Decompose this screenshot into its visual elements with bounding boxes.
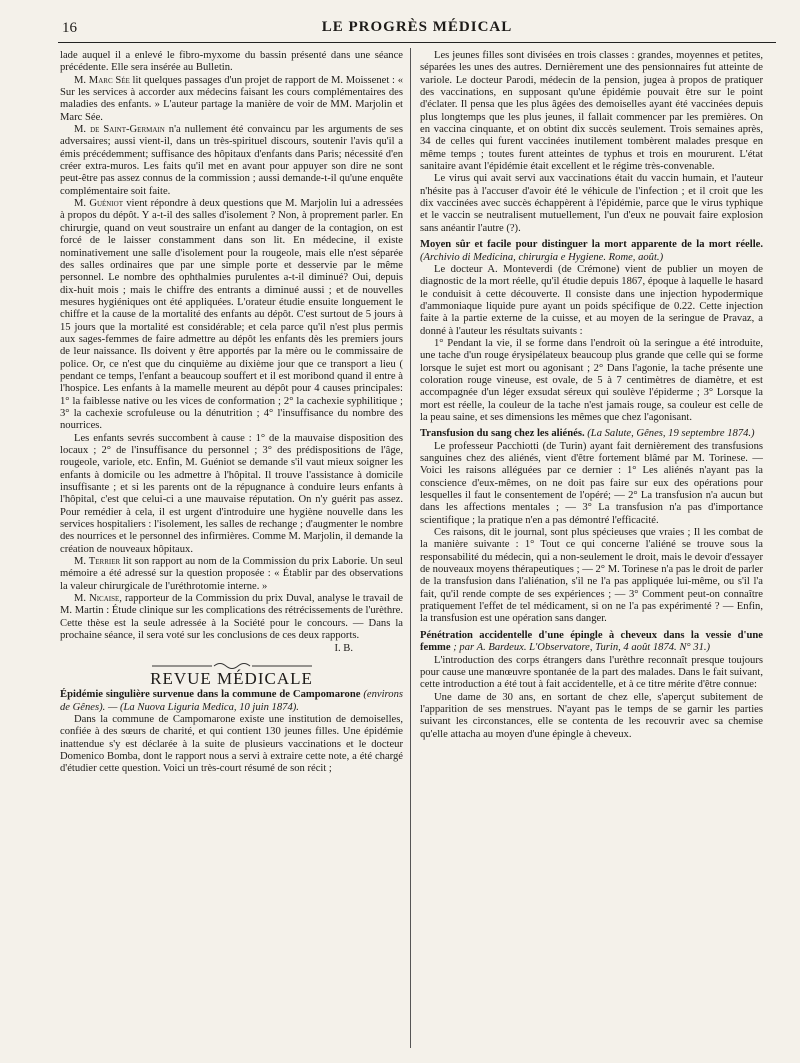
paragraph: Une dame de 30 ans, en sortant de chez elle, s'aperçut subitement de l'apparition de ses menstrues. N'ayant pas le temps de se garnir les parties suivant les circonstances, elle se contenta de les recouvrir avec sa chemise qu'elle attacha au moyen d'une épingle à cheveux.	[420, 691, 763, 740]
paragraph: Le virus qui avait servi aux vaccinations était du vaccin humain, et l'auteur n'hésite pas à l'accuser d'avoir été le véhicule de l'infection ; et il croit que les dix vaccinées avec succès échappèrent à l'épidémie, parce que le virus typhique et le vaccin se neutralisent mutuellement, l'un d'eux ne pouvait faire explosion sans anéantir l'autre (?).	[420, 173, 763, 234]
speaker-name: de Saint-Germain	[90, 124, 165, 136]
speaker-name: Nicaise	[89, 593, 120, 605]
right-column	[420, 50, 763, 1058]
speaker-name: Marc Sée	[88, 74, 130, 86]
article-heading	[420, 428, 763, 440]
left-column	[60, 50, 403, 1058]
paragraph: M. Terrier lit son rapport au nom de la Commission du prix Laborie. Un seul mémoire a été adressé sur la question proposée : « Établir par des observations la valeur chirurgicale de l'uréthrotomie interne. »	[60, 556, 403, 592]
speaker-name: Guéniot	[89, 198, 124, 210]
article-heading	[420, 239, 763, 264]
paragraph: lade auquel il a enlevé le fibro-myxome du bassin présenté dans une séance précédente. Elle sera insérée au Bulletin.	[60, 50, 403, 74]
paragraph: Le docteur A. Monteverdi (de Crémone) vient de publier un moyen de diagnostic de la mort réelle, qu'il étudie depuis 1867, époque à laquelle le hasard le conduisit à cette découverte. Il consiste dans une injection hypodermique d'ammoniaque liquide pure ayant un poids spécifique de 0.22. Cette injection faite à la partie externe de la cuisse, et au moyen de la seringue de Pravaz, a donné à l'auteur les résultats suivants :	[420, 263, 763, 337]
signature: I. B.	[334, 642, 353, 654]
speaker-name: Terrier	[88, 556, 121, 568]
paragraph: Les enfants sevrés succombent à cause : 1° de la mauvaise disposition des locaux ; 2° de l'insuffisance du personnel ; 3° des prédispositions de l'âge, rougeole, variole, etc. Enfin, M. Guéniot se demande s'il vaut mieux soigner les enfants à domicile ou les admettre à l'hôpital. Il trouve l'assistance à domicile insuffisante ; et si les parents ont de la répugnance à conduire leurs enfants à l'hôpital, c'est que celui-ci a une mauvaise réputation. On n'y guérit pas assez. Pour remédier à cela, il est urgent d'introduire une hygiène nouvelle dans les services hospitaliers : l'isolement, les salles de rechange ; d'augmenter le nombre des nourrices et le personnel des infirmières. Comme M. Marjolin, il demande la création de nouveaux hôpitaux.	[60, 432, 403, 555]
paragraph: 1° Pendant la vie, il se forme dans l'endroit où la seringue a été introduite, une tache d'un rouge érysipélateux beaucoup plus grande que celle qui se forme lorsque le sujet est mort ou agonisant ; 2° Dans l'agonie, la tache présente une coloration rouge vineuse, est ovale, de 5 à 7 centimètres de diamètre, et est accompagnée d'un léger exsudat séreux qui soulève l'épiderme ; 3° Lorsque la mort est réelle, la couleur de la tache n'est jamais rouge, sa couleur est celle de la peau saine, et ses dimensions les mêmes que chez l'agonisant.	[420, 337, 763, 423]
article-title: Transfusion du sang chez les aliénés.	[420, 428, 585, 440]
article-heading	[420, 630, 763, 655]
article-reference: ; par A. Bardeux. L'Observatore, Turin, 4 août 1874. N° 31.)	[450, 642, 711, 654]
section-title: REVUE MÉDICALE	[150, 668, 313, 688]
paragraph: M. Guéniot vient répondre à deux questions que M. Marjolin lui a adressées à propos du dépôt. Y a-t-il des salles d'isolement ? Non, à proprement parler. En chirurgie, quand on veut soustraire un enfant au danger de la contagion, on est forcé de le laisser constamment dans son lit. En médecine, il existe nominativement une salle d'isolement pour la rougeole, mais elle n'est séparée des salles ordinaires que par une simple porte et desservie par le même personnel. Le nombre des ophthalmies purulentes a-t-il diminué? Oui, depuis dix-huit mois ; mais le chiffre des entrants a diminué aussi ; et de nouvelles mesures hygiéniques ont été appliquées. L'orateur étudie ensuite longuement le chiffre et la cause de la mortalité des enfants au dépôt. C'est surtout de 5 jours à 15 jours que la mortalité est considérable; et cela parce qu'il n'est plus permis aux sages-femmes de faire admettre au dépôt les enfants dès les premiers jours de leur naissance. Ils doivent y être apportés par la mère ou le commissaire de police. Or, ce n'est que du cinquième au dixième jour que ce transport a lieu ( pendant ce temps, l'enfant a beaucoup souffert et il est moribond quand il entre à l'hospice. Les enfants à la mamelle meurent au dépôt pour 4 causes principales: 1° la faiblesse native ou les vices de conformation ; 2° la cachexie syphilitique ; 3° la cachexie scrofuleuse ou la dénutrition ; 4° l'insuffisance du nombre des nourrices.	[60, 198, 403, 432]
article-title: Épidémie singulière survenue dans la commune de Campomarone	[60, 689, 361, 701]
page-header	[58, 18, 776, 43]
paragraph: Les jeunes filles sont divisées en trois classes : grandes, moyennes et petites, séparées les unes des autres. Dernièrement une des pensionnaires fut atteinte de variole. Le docteur Parodi, médecin de la pension, jugea à propos de pratiquer des vaccinations, en supposant qu'une épidémie pouvait être sur le point d'éclater. Il pensa que les plus âgées des demoiselles ayant été vaccinées depuis plus longtemps que les plus jeunes, il fallait commencer par les premières. On en vaccina cinquante, et on obtint dix succès seulement. Trois semaines après, 34 de celles qui furent vaccinées inutilement tombèrent malades presque en même temps ; toutes furent atteintes de typhus et trois en moururent. L'état sanitaire avant l'épidémie était excellent et le régime très-convenable.	[420, 50, 763, 173]
page-number: 16	[62, 20, 77, 36]
article-title: Moyen sûr et facile pour distinguer la mort apparente de la mort réelle.	[420, 239, 763, 251]
article-reference: (environs de Gênes). — (La Nuova Liguria Medica, 10 juin 1874).	[60, 689, 403, 713]
article-reference: (Archivio di Medicina, chirurgia e Hygiene. Rome, août.)	[420, 251, 664, 263]
paragraph: M. Nicaise, rapporteur de la Commission du prix Duval, analyse le travail de M. Martin : Étude clinique sur les complications des rétrécissements de l'urèthre. Cette thèse est la seule adressée à la Société pour le concours. — Dans la prochaine séance, il sera voté sur les conclusions de ces deux rapports.	[60, 593, 403, 642]
paragraph: M. de Saint-Germain n'a nullement été convaincu par les arguments de ses adversaires; aussi vient-il, dans un très-spirituel discours, soutenir l'avis qu'il a émis précédemment; suffisance des hôpitaux d'enfants dans Paris; nécessité d'en créer extra-muros. Les faits qu'il met en avant pour appuyer son dire ne sont peut-être pas assez connus de la commission ; aussi demande-t-il qu'une enquête complémentaire soit faite.	[60, 124, 403, 197]
paragraph: M. Marc Sée lit quelques passages d'un projet de rapport de M. Moissenet : « Sur les services à accorder aux médecins faisant les cours complémentaires des maladies des enfants. » L'auteur partage la manière de voir de MM. Marjolin et Marc Sée.	[60, 74, 403, 123]
column-divider	[410, 48, 411, 1048]
paragraph: Dans la commune de Campomarone existe une institution de demoiselles, confiée à des sœurs de charité, et qui contient 130 jeunes filles. Une épidémie inattendue s'y est déclarée à la suite de plusieurs vaccinations et le docteur Domenico Bomba, dont le rapport nous a servi à extraire cette note, a été chargé d'étudier cette question. Voici un très-court résumé de son récit ;	[60, 713, 403, 775]
paragraph: L'introduction des corps étrangers dans l'urèthre reconnaît presque toujours pour cause une manœuvre spontanée de la part des malades. Dans le fait suivant, cette introduction a été tout à fait accidentelle, et à ce titre mérite d'être connue:	[420, 654, 763, 691]
paragraph: Ces raisons, dit le journal, sont plus spécieuses que vraies ; Il les combat de la manière suivante : 1° Tout ce qui concerne l'aliéné se trouve sous la responsabilité du médecin, qui a non-seulement le droit, mais le devoir d'essayer de nouveaux moyens thérapeutiques ; — 2° M. Torinese n'a pas le droit de parler de la transfusion dans l'aliénation, s'il ne l'a pas appliquée lui-même, ou s'il l'a fait, qu'il rende compte de ses expériences ; — 3° Comment peut-on connaître pratiquement l'effet de tel médicament, si on ne l'a pas expérimenté ? — Enfin, la transfusion est une opération sans danger.	[420, 527, 763, 625]
article-heading	[60, 689, 403, 714]
article-reference: (La Salute, Gênes, 19 septembre 1874.)	[584, 428, 755, 440]
running-title: LE PROGRÈS MÉDICAL	[321, 19, 513, 35]
article-title: Pénétration accidentelle d'une épingle à cheveux dans la vessie d'une femme	[420, 629, 763, 654]
paragraph: Le professeur Pacchiotti (de Turin) ayant fait dernièrement des transfusions sanguines chez des aliénés, vient d'être fortement blâmé par M. Torinese. — Voici les raisons alléguées par ce dernier : 1° Les aliénés n'ayant pas la conscience d'eux-mêmes, on ne doit pas faire sur eux des opérations pour lesquelles il faut le consentement de l'opéré; — 2° La transfusion n'a aucun but dans les affections mentales ; — 3° La transfusion n'a pas d'importance scientifique ; la pratique n'en a pas démontré l'efficacité.	[420, 440, 763, 526]
